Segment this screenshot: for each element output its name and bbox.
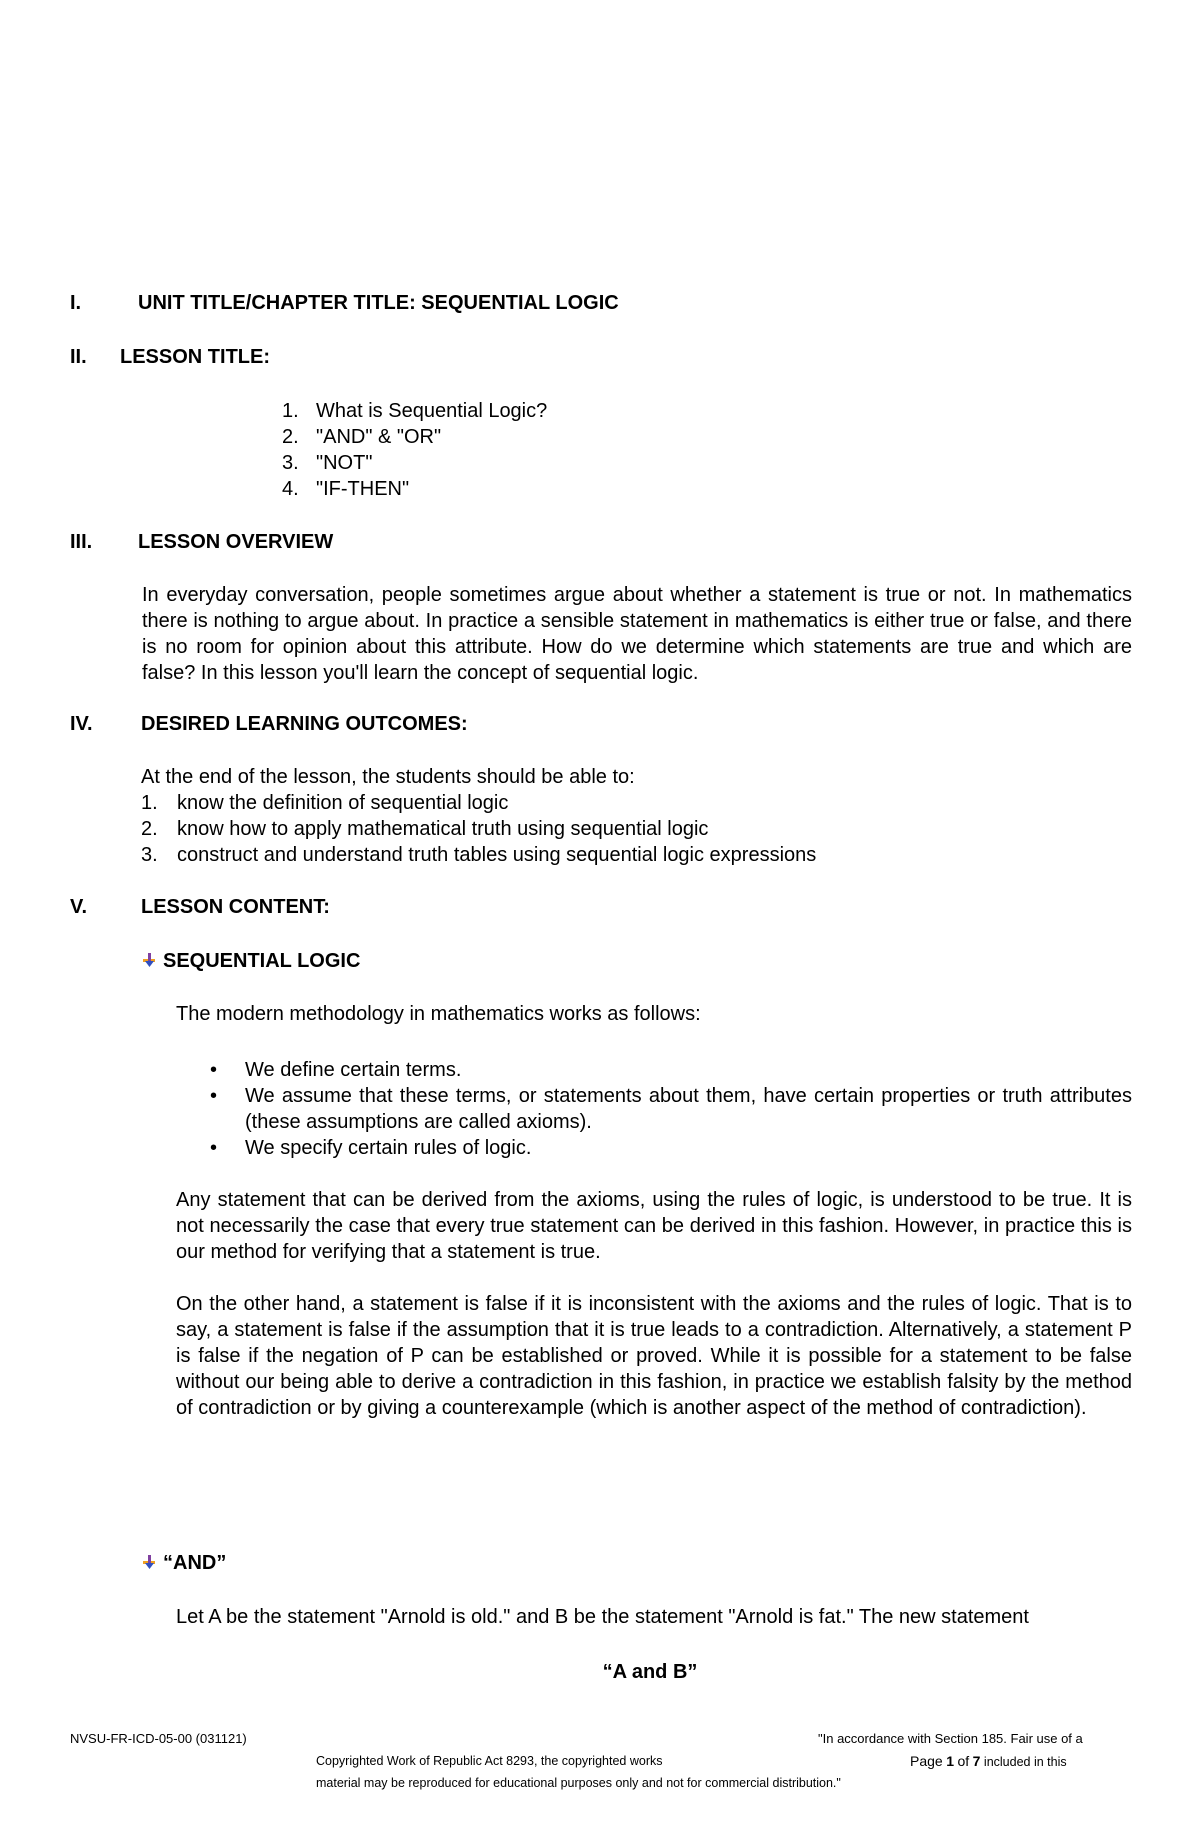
list-item: 2. know how to apply mathematical truth using sequential logic bbox=[141, 818, 709, 840]
lesson-title-list bbox=[282, 398, 547, 502]
footer-copyright-line3: material may be reproduced for educational purposes only and not for commercial distribution." bbox=[316, 1776, 841, 1790]
section-4-title: DESIRED LEARNING OUTCOMES: bbox=[141, 713, 468, 735]
outcomes-list bbox=[141, 790, 816, 868]
bullet-dot: • bbox=[210, 1137, 218, 1159]
footer-page-indicator: Page 1 of 7 included in this bbox=[910, 1753, 1067, 1769]
arrow-bullet-icon bbox=[141, 952, 157, 968]
footer-fair-use-line1: "In accordance with Section 185. Fair use of a bbox=[818, 1731, 1083, 1746]
section-1-number: I. bbox=[70, 292, 82, 314]
list-item: 3. construct and understand truth tables using sequential logic expressions bbox=[141, 844, 817, 866]
outcomes-intro: At the end of the lesson, the students should be able to: bbox=[141, 766, 635, 788]
section-2-title: LESSON TITLE: bbox=[120, 346, 270, 368]
section-5-title: LESSON CONTENT: bbox=[141, 896, 330, 918]
methodology-bullets bbox=[210, 1057, 1132, 1161]
list-item: • We specify certain rules of logic. bbox=[210, 1137, 532, 1159]
list-item: 1. What is Sequential Logic? bbox=[282, 400, 548, 422]
arrow-bullet-icon bbox=[141, 1554, 157, 1570]
section-1-title: UNIT TITLE/CHAPTER TITLE: SEQUENTIAL LOGIC bbox=[138, 292, 619, 314]
list-item: 4. "IF-THEN" bbox=[282, 478, 410, 500]
subsection-sequential-logic-heading: SEQUENTIAL LOGIC bbox=[141, 950, 360, 973]
and-centered-statement: “A and B” bbox=[602, 1661, 698, 1683]
page-total: 7 bbox=[972, 1753, 981, 1769]
bullet-dot: • bbox=[210, 1085, 218, 1107]
list-item: 2. "AND" & "OR" bbox=[282, 426, 442, 448]
list-item: 3. "NOT" bbox=[282, 452, 373, 474]
section-5-number: V. bbox=[70, 896, 88, 918]
methodology-intro: The modern methodology in mathematics works as follows: bbox=[176, 1003, 701, 1025]
section-3-title: LESSON OVERVIEW bbox=[138, 531, 334, 553]
page-number: 1 bbox=[946, 1753, 954, 1769]
bullet-dot: • bbox=[210, 1059, 218, 1081]
section-4-number: IV. bbox=[70, 713, 93, 735]
and-example-text: Let A be the statement "Arnold is old." and B be the statement "Arnold is fat." The new statement bbox=[176, 1606, 1029, 1628]
footer-form-code: NVSU-FR-ICD-05-00 (031121) bbox=[70, 1731, 247, 1746]
derivation-paragraph: Any statement that can be derived from the axioms, using the rules of logic, is understood to be true. It is not necessarily the case that every true statement can be derived in this fashion. However, in practice this is our method for verifying that a statement is true. bbox=[176, 1189, 1132, 1263]
list-item: 1. know the definition of sequential logic bbox=[141, 792, 509, 814]
section-2-number: II. bbox=[70, 346, 87, 368]
list-item: • We define certain terms. bbox=[210, 1059, 462, 1081]
section-3-number: III. bbox=[70, 531, 93, 553]
overview-paragraph: In everyday conversation, people sometimes argue about whether a statement is true or not. In mathematics there is nothing to argue about. In practice a sensible statement in mathematics is either true or false, and there is no room for opinion about this attribute. How do we determine which statements are true and which are false? In this lesson you'll learn the concept of sequential logic. bbox=[142, 584, 1132, 684]
list-item: • We assume that these terms, or statements about them, have certain properties or truth attributes (these assumptions are called axioms). bbox=[210, 1085, 1132, 1133]
falsity-paragraph: On the other hand, a statement is false if it is inconsistent with the axioms and the rules of logic. That is to say, a statement is false if the assumption that it is true leads to a contradiction. Alternatively, a statement P is false if the negation of P can be established or proved. While it is possible for a statement to be false without our being able to derive a contradiction in this fashion, in practice we establish falsity by the method of contradiction or by giving a counterexample (which is another aspect of the method of contradiction). bbox=[176, 1293, 1132, 1419]
subsection-and-heading: “AND” bbox=[141, 1552, 226, 1575]
footer-copyright-line2: Copyrighted Work of Republic Act 8293, the copyrighted works bbox=[316, 1754, 663, 1768]
